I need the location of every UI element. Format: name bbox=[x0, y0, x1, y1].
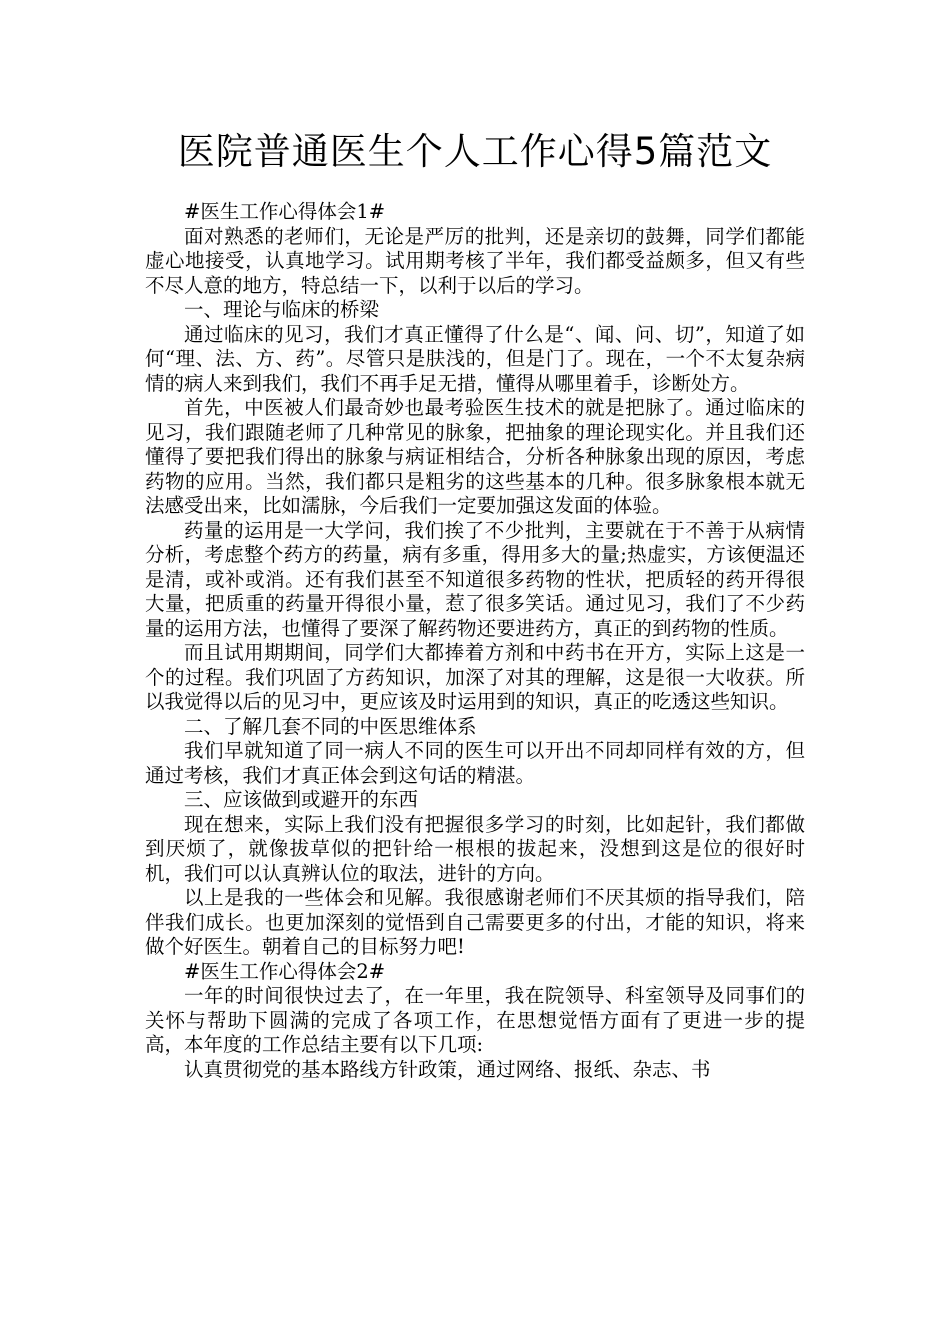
subsection-heading: 一、理论与临床的桥梁 bbox=[184, 298, 380, 321]
subsection-heading: 二、了解几套不同的中医思维体系 bbox=[184, 714, 477, 738]
section-heading: #医生工作心得体会2# bbox=[184, 959, 386, 983]
body-paragraph: 而且试用期期间，同学们大都捧着方剂和中药书在开方，实际上这是一个的过程。我们巩固了方药知识，加深了对其的理解，这是很一大收获。所以我觉得以后的见习中，更应该及时运用到的知识，真正的吃透这些知识。 bbox=[145, 641, 805, 713]
body-paragraph: 首先，中医被人们最奇妙也最考验医生技术的就是把脉了。通过临床的见习，我们跟随老师了几种常见的脉象，把抽象的理论现实化。并且我们还懂得了要把我们得出的脉象与病证相结合，分析各种脉象出现的原因，考虑药物的应用。当然，我们都只是粗劣的这些基本的几种。很多脉象根本就无法感受出来，比如濡脉，今后我们一定要加强这发面的体验。 bbox=[145, 396, 805, 517]
body-paragraph: 认真贯彻党的基本路线方针政策，通过网络、报纸、杂志、书 bbox=[184, 1057, 711, 1081]
body-paragraph: 现在想来，实际上我们没有把握很多学习的时刻，比如起针，我们都做到厌烦了，就像拔草似的把针给一根根的拔起来，没想到这是位的很好时机，我们可以认真辨认位的取法，进针的方向。 bbox=[145, 812, 805, 885]
document-body bbox=[145, 200, 805, 1082]
subsection-heading: 三、应该做到或避开的东西 bbox=[184, 788, 419, 811]
body-paragraph: 通过临床的见习，我们才真正懂得了什么是“、闻、问、切”，知道了如何“理、法、方、药”。尽管只是肤浅的，但是门了。现在，一个不太复杂病情的病人来到我们，我们不再手足无措，懂得从哪里着手，诊断处方。 bbox=[145, 322, 805, 395]
document-title: 医院普通医生个人工作心得5篇范文 bbox=[177, 130, 773, 173]
body-paragraph: 以上是我的一些体会和见解。我很感谢老师们不厌其烦的指导我们，陪伴我们成长。也更加深刻的觉悟到自己需要更多的付出，才能的知识，将来做个好医生。朝着自己的目标努力吧! bbox=[145, 886, 805, 958]
body-paragraph: 面对熟悉的老师们，无论是严厉的批判，还是亲切的鼓舞，同学们都能虚心地接受，认真地学习。试用期考核了半年，我们都受益颇多，但又有些不尽人意的地方，特总结一下，以利于以后的学习。 bbox=[145, 224, 805, 297]
body-paragraph: 我们早就知道了同一病人不同的医生可以开出不同却同样有效的方，但通过考核，我们才真正体会到这句话的精湛。 bbox=[145, 739, 805, 787]
body-paragraph: 一年的时间很快过去了，在一年里，我在院领导、科室领导及同事们的关怀与帮助下圆满的完成了各项工作，在思想觉悟方面有了更进一步的提高，本年度的工作总结主要有以下几项: bbox=[145, 984, 805, 1056]
body-paragraph: 药量的运用是一大学问，我们挨了不少批判，主要就在于不善于从病情分析，考虑整个药方的药量，病有多重，得用多大的量;热虚实，方该便温还是清，或补或消。还有我们甚至不知道很多药物的性状，把质轻的药开得很大量，把质重的药量开得很小量，惹了很多笑话。通过见习，我们了不少药量的运用方法，也懂得了要深了解药物还要进药方，真正的到药物的性质。 bbox=[145, 518, 805, 640]
section-heading: #医生工作心得体会1# bbox=[184, 200, 386, 223]
